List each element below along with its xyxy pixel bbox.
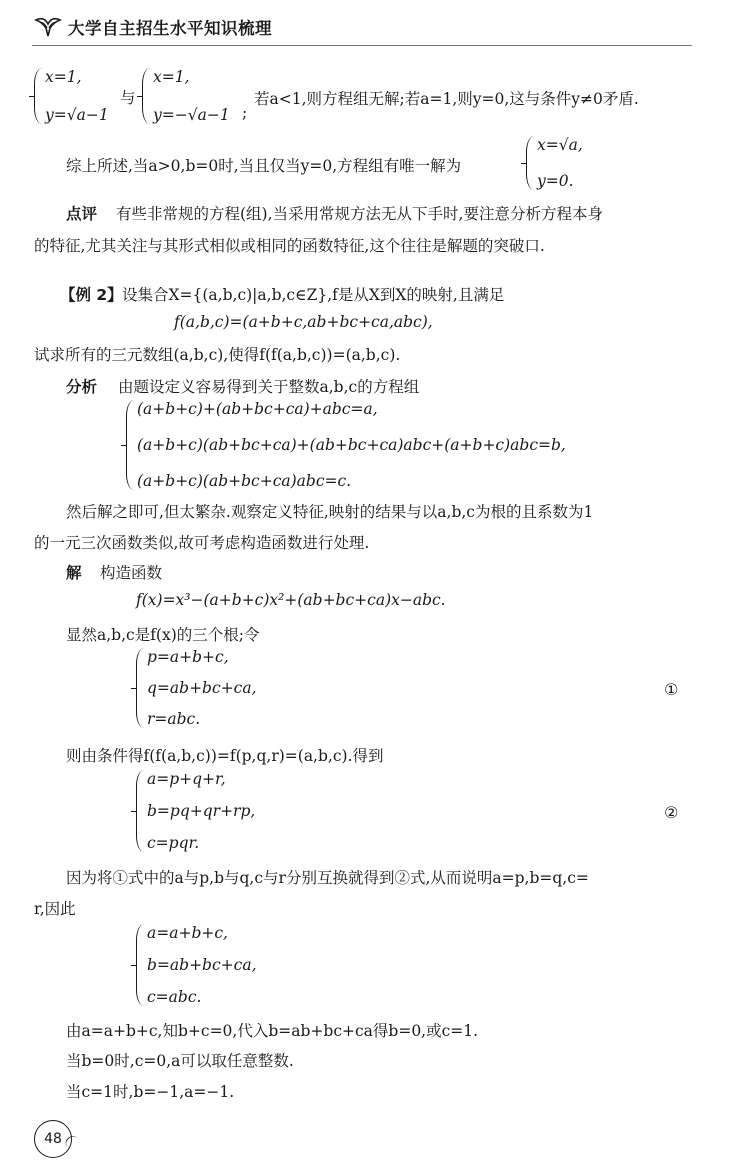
- page-number: 48: [34, 1120, 72, 1158]
- analysis-after1: 然后解之即可,但太繁杂.观察定义特征,映射的结果与以a,b,c为根的且系数为1: [66, 503, 594, 521]
- system-x1-negative: x=1, y=−√a−1: [142, 68, 230, 124]
- comment-line2: 的特征,尤其关注与其形式相似或相同的函数特征,这个往往是解题的突破口.: [34, 237, 545, 255]
- bird-logo-icon: [34, 14, 62, 40]
- cubic-function: f(x)=x³−(a+b+c)x²+(ab+bc+ca)x−abc.: [136, 591, 446, 609]
- result-line-b: 当b=0时,c=0,a可以取任意整数.: [66, 1052, 294, 1070]
- solution-text: 构造函数: [100, 564, 163, 582]
- system-abc-from-pqr: a=p+q+r, b=pq+qr+rp, c=pqr.: [136, 770, 255, 852]
- summary-system: x=√a, y=0.: [526, 136, 583, 190]
- analysis-after2: 的一元三次函数类似,故可考虑构造函数进行处理.: [34, 534, 370, 552]
- equation-mark-1: ①: [664, 680, 679, 699]
- example-line1: 设集合X={(a,b,c)|a,b,c∈Z},f是从X到X的映射,且满足: [122, 286, 505, 304]
- result-line-c: 当c=1时,b=−1,a=−1.: [66, 1083, 235, 1101]
- example-label: 【例 2】: [60, 286, 123, 304]
- system-pqr: p=a+b+c, q=ab+bc+ca, r=abc.: [136, 648, 257, 728]
- analysis-text: 由题设定义容易得到关于整数a,b,c的方程组: [118, 378, 420, 396]
- obvious-text: 显然a,b,c是f(x)的三个根;令: [66, 626, 260, 644]
- because-line2: r,因此: [34, 900, 76, 918]
- connector-text: 与: [120, 89, 136, 107]
- solution-label: 解: [66, 564, 82, 582]
- comment-line1: 有些非常规的方程(组),当采用常规方法无从下手时,要注意分析方程本身: [116, 205, 603, 223]
- equation-mark-2: ②: [664, 803, 679, 822]
- page-header: [34, 14, 272, 40]
- example-line2: 试求所有的三元数组(a,b,c),使得f(f(a,b,c))=(a,b,c).: [34, 346, 401, 364]
- header-title: 大学自主招生水平知识梳理: [68, 19, 272, 38]
- summary-text: 综上所述,当a>0,b=0时,当且仅当y=0,方程组有唯一解为: [66, 157, 462, 175]
- top-text: 若a<1,则方程组无解;若a=1,则y=0,这与条件y≠0矛盾.: [254, 90, 639, 108]
- semicolon: ;: [242, 104, 248, 122]
- header-rule: [32, 45, 692, 46]
- system-x1-positive: x=1, y=√a−1: [34, 68, 109, 124]
- result-line-a: 由a=a+b+c,知b+c=0,代入b=ab+bc+ca得b=0,或c=1.: [66, 1022, 479, 1040]
- then-text: 则由条件得f(f(a,b,c))=f(p,q,r)=(a,b,c).得到: [66, 747, 384, 765]
- system-abc: a=a+b+c, b=ab+bc+ca, c=abc.: [136, 924, 257, 1006]
- example-formula: f(a,b,c)=(a+b+c,ab+bc+ca,abc),: [174, 313, 433, 331]
- analysis-label: 分析: [66, 378, 98, 396]
- analysis-system: (a+b+c)+(ab+bc+ca)+abc=a, (a+b+c)(ab+bc+ca)+(ab+bc+ca)abc+(a+b+c)abc=b, (a+b+c)(ab+bc+ca)abc=c.: [126, 400, 566, 490]
- because-line1: 因为将①式中的a与p,b与q,c与r分别互换就得到②式,从而说明a=p,b=q,c=: [66, 869, 589, 887]
- comment-label: 点评: [66, 205, 98, 223]
